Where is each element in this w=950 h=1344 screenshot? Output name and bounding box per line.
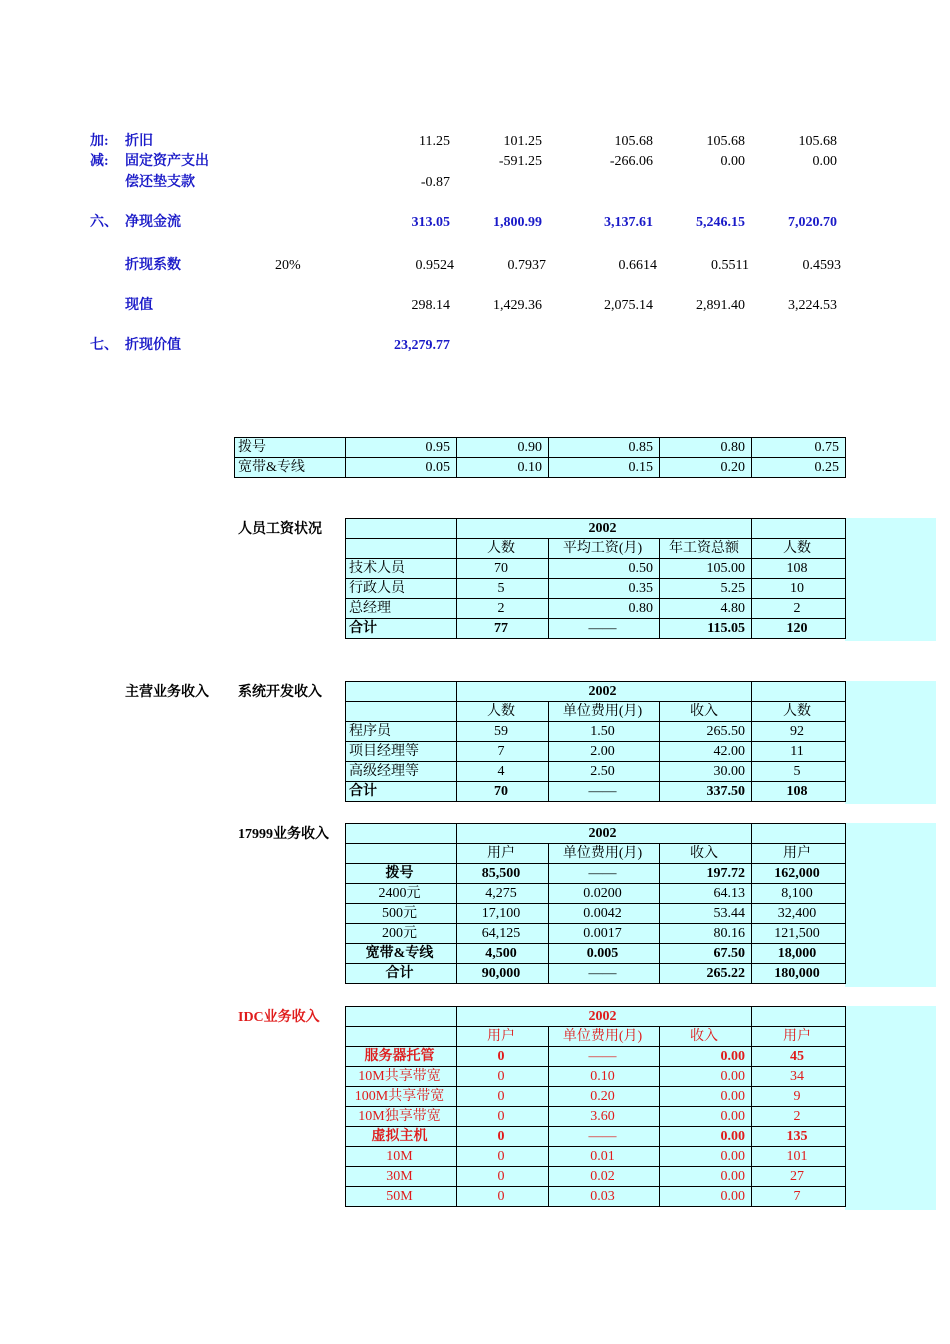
table-cell: 0.01	[549, 1147, 660, 1167]
table-cell: 8,100	[752, 884, 846, 904]
row-label: 服务器托管	[346, 1047, 457, 1067]
table-cell: 18,000	[752, 944, 846, 964]
net-cashflow-value: 313.05	[411, 215, 450, 230]
table-cell: 180,000	[752, 964, 846, 984]
staff-table-title: 人员工资状况	[238, 522, 322, 537]
idc-rows	[346, 1047, 846, 1207]
column-header: 单位费用(月)	[549, 1027, 660, 1047]
table-cell: 2	[752, 599, 846, 619]
side-fill	[845, 1006, 936, 1210]
table-cell: 0	[457, 1107, 549, 1127]
net-cashflow-value: 3,137.61	[604, 215, 653, 230]
depreciation-value: 105.68	[614, 134, 653, 149]
row-label: 500元	[346, 904, 457, 924]
table-cell: 0.25	[752, 458, 846, 478]
table-cell: 10	[752, 579, 846, 599]
table-cell: ——	[549, 864, 660, 884]
table-cell: 0.00	[660, 1067, 752, 1087]
table-row	[346, 579, 846, 599]
depreciation-value: 11.25	[419, 134, 450, 149]
table-cell: 0	[457, 1147, 549, 1167]
table-cell: 4.80	[660, 599, 752, 619]
table-row	[346, 762, 846, 782]
net-cashflow-value: 7,020.70	[788, 215, 837, 230]
idc-income-table	[345, 1006, 846, 1207]
side-fill	[845, 518, 936, 641]
table-cell: 0.00	[660, 1167, 752, 1187]
table-cell: 0.00	[660, 1047, 752, 1067]
table-cell: 30.00	[660, 762, 752, 782]
table-cell: 3.60	[549, 1107, 660, 1127]
table-cell: 0.0017	[549, 924, 660, 944]
table-row	[235, 438, 846, 458]
table-row	[346, 884, 846, 904]
table-cell: 0.0200	[549, 884, 660, 904]
total-row	[346, 619, 846, 639]
row-label: 技术人员	[346, 559, 457, 579]
discount-factor-label: 折现系数	[125, 258, 181, 273]
present-value: 298.14	[411, 298, 450, 313]
dev-table-title: 系统开发收入	[238, 685, 322, 700]
table-cell: 5	[752, 762, 846, 782]
present-value: 2,891.40	[696, 298, 745, 313]
present-value: 2,075.14	[604, 298, 653, 313]
row-label: 合计	[346, 964, 457, 984]
row-label: 200元	[346, 924, 457, 944]
table-cell: 27	[752, 1167, 846, 1187]
table-cell: 2	[752, 1107, 846, 1127]
table-cell: ——	[549, 619, 660, 639]
column-header: 收入	[660, 844, 752, 864]
table-cell: 0.20	[549, 1087, 660, 1107]
table-cell: 7	[752, 1187, 846, 1207]
table-cell: 0.75	[752, 438, 846, 458]
year-header: 2002	[457, 682, 752, 702]
table-cell: 0.85	[549, 438, 660, 458]
year-header: 2002	[457, 824, 752, 844]
column-header: 人数	[457, 539, 549, 559]
total-label: 合计	[346, 619, 457, 639]
table-cell: ——	[549, 964, 660, 984]
row-label: 10M独享带宽	[346, 1107, 457, 1127]
table-cell: 0	[457, 1087, 549, 1107]
table-row	[346, 599, 846, 619]
table-cell: 0.35	[549, 579, 660, 599]
table-cell: 135	[752, 1127, 846, 1147]
table-row	[346, 864, 846, 884]
column-header: 收入	[660, 1027, 752, 1047]
table-cell: 0.20	[660, 458, 752, 478]
table-cell: 0	[457, 1067, 549, 1087]
table-cell: 5	[457, 579, 549, 599]
table-cell: ——	[549, 1047, 660, 1067]
table-cell: 64.13	[660, 884, 752, 904]
capex-value: -266.06	[609, 154, 653, 169]
row-label: 10M共享带宽	[346, 1067, 457, 1087]
total-row	[346, 782, 846, 802]
capex-value: 0.00	[812, 154, 837, 169]
table-cell: 45	[752, 1047, 846, 1067]
table-cell: 77	[457, 619, 549, 639]
discount-factor-value: 0.9524	[415, 258, 454, 273]
table-cell: 197.72	[660, 864, 752, 884]
depreciation-label: 折旧	[125, 134, 153, 149]
column-header: 用户	[752, 1027, 846, 1047]
npv-label: 折现价值	[125, 338, 181, 353]
column-header: 单位费用(月)	[549, 844, 660, 864]
biz-rows	[346, 864, 846, 984]
table-cell: 64,125	[457, 924, 549, 944]
table-cell: 4,500	[457, 944, 549, 964]
table-cell: 0	[457, 1187, 549, 1207]
table-row	[346, 1127, 846, 1147]
column-header: 用户	[752, 844, 846, 864]
table-cell: 9	[752, 1087, 846, 1107]
npv-index: 七、	[90, 338, 118, 353]
main-income-title: 主营业务收入	[125, 685, 209, 700]
table-row	[346, 1187, 846, 1207]
column-header: 年工资总额	[660, 539, 752, 559]
column-header: 人数	[752, 539, 846, 559]
add-label: 加:	[90, 134, 109, 149]
year-header: 2002	[457, 1007, 752, 1027]
table-cell: 108	[752, 559, 846, 579]
table-cell: ——	[549, 782, 660, 802]
table-cell: 105.00	[660, 559, 752, 579]
table-cell: 42.00	[660, 742, 752, 762]
row-label: 2400元	[346, 884, 457, 904]
column-header: 收入	[660, 702, 752, 722]
table-row	[346, 1067, 846, 1087]
table-row	[346, 559, 846, 579]
repayment-value: -0.87	[420, 175, 450, 190]
discount-factor-value: 0.5511	[711, 258, 749, 273]
table-cell: 0.00	[660, 1147, 752, 1167]
table-cell: 92	[752, 722, 846, 742]
column-header: 人数	[457, 702, 549, 722]
table-row	[346, 924, 846, 944]
table-row	[346, 742, 846, 762]
row-label: 项目经理等	[346, 742, 457, 762]
table-cell: 0.00	[660, 1087, 752, 1107]
row-label: 拨号	[346, 864, 457, 884]
table-cell: 7	[457, 742, 549, 762]
net-cashflow-label: 净现金流	[125, 215, 181, 230]
row-label: 50M	[346, 1187, 457, 1207]
table-row	[346, 1087, 846, 1107]
table-cell: 11	[752, 742, 846, 762]
table-cell: 0.80	[549, 599, 660, 619]
subtract-label: 减:	[90, 154, 109, 169]
table-row	[346, 964, 846, 984]
discount-factor-value: 0.6614	[618, 258, 657, 273]
row-label: 10M	[346, 1147, 457, 1167]
table-row	[346, 1107, 846, 1127]
table-cell: 0.03	[549, 1187, 660, 1207]
row-label: 行政人员	[346, 579, 457, 599]
total-label: 合计	[346, 782, 457, 802]
table-row	[346, 722, 846, 742]
table-cell: 0.10	[549, 1067, 660, 1087]
table-cell: 0.005	[549, 944, 660, 964]
table-cell: 0.00	[660, 1187, 752, 1207]
row-label: 宽带&专线	[235, 458, 346, 478]
table-cell: 0	[457, 1127, 549, 1147]
table-cell: 34	[752, 1067, 846, 1087]
present-value: 3,224.53	[788, 298, 837, 313]
net-cashflow-index: 六、	[90, 215, 118, 230]
idc-table-title: IDC业务收入	[238, 1010, 320, 1025]
table-cell: 32,400	[752, 904, 846, 924]
column-header: 单位费用(月)	[549, 702, 660, 722]
table-cell: 70	[457, 559, 549, 579]
table-cell: 80.16	[660, 924, 752, 944]
table-cell: 108	[752, 782, 846, 802]
table-cell: 4,275	[457, 884, 549, 904]
ratio-table	[234, 437, 846, 478]
table-cell: 0.90	[457, 438, 549, 458]
table-cell: 0.10	[457, 458, 549, 478]
column-header: 用户	[457, 1027, 549, 1047]
table-cell: 53.44	[660, 904, 752, 924]
table-cell: 162,000	[752, 864, 846, 884]
table-cell: 0.02	[549, 1167, 660, 1187]
table-cell: 2.00	[549, 742, 660, 762]
table-row	[346, 1047, 846, 1067]
table-cell: 0	[457, 1167, 549, 1187]
net-cashflow-value: 5,246.15	[696, 215, 745, 230]
row-label: 程序员	[346, 722, 457, 742]
discount-factor-value: 0.7937	[507, 258, 546, 273]
table-cell: 2.50	[549, 762, 660, 782]
table-cell: 59	[457, 722, 549, 742]
table-row	[346, 944, 846, 964]
table-cell: 17,100	[457, 904, 549, 924]
depreciation-value: 105.68	[798, 134, 837, 149]
row-label: 总经理	[346, 599, 457, 619]
table-cell: 0.80	[660, 438, 752, 458]
table-cell: 0	[457, 1047, 549, 1067]
table-row	[346, 1167, 846, 1187]
column-header: 人数	[752, 702, 846, 722]
dev-income-table	[345, 681, 846, 802]
table-row	[235, 458, 846, 478]
table-cell: 115.05	[660, 619, 752, 639]
discount-rate: 20%	[275, 258, 301, 273]
depreciation-value: 105.68	[706, 134, 745, 149]
table-cell: 265.50	[660, 722, 752, 742]
table-cell: 101	[752, 1147, 846, 1167]
biz-table-title: 17999业务收入	[238, 827, 329, 842]
table-cell: 4	[457, 762, 549, 782]
net-cashflow-value: 1,800.99	[493, 215, 542, 230]
table-cell: 121,500	[752, 924, 846, 944]
table-cell: 90,000	[457, 964, 549, 984]
table-cell: 2	[457, 599, 549, 619]
capex-value: 0.00	[720, 154, 745, 169]
table-cell: 337.50	[660, 782, 752, 802]
column-header: 用户	[457, 844, 549, 864]
table-cell: 0.00	[660, 1127, 752, 1147]
side-fill	[845, 681, 936, 804]
column-header: 平均工资(月)	[549, 539, 660, 559]
present-value: 1,429.36	[493, 298, 542, 313]
depreciation-value: 101.25	[503, 134, 542, 149]
row-label: 拨号	[235, 438, 346, 458]
row-label: 高级经理等	[346, 762, 457, 782]
row-label: 虚拟主机	[346, 1127, 457, 1147]
table-cell: 0.50	[549, 559, 660, 579]
table-cell: 0.15	[549, 458, 660, 478]
row-label: 100M共享带宽	[346, 1087, 457, 1107]
capex-label: 固定资产支出	[125, 154, 209, 169]
table-cell: 120	[752, 619, 846, 639]
table-cell: 265.22	[660, 964, 752, 984]
table-cell: 85,500	[457, 864, 549, 884]
table-cell: 0.00	[660, 1107, 752, 1127]
row-label: 宽带&专线	[346, 944, 457, 964]
capex-value: -591.25	[498, 154, 542, 169]
table-cell: 5.25	[660, 579, 752, 599]
repayment-label: 偿还垫支款	[125, 175, 195, 190]
row-label: 30M	[346, 1167, 457, 1187]
biz-income-table	[345, 823, 846, 984]
npv-value: 23,279.77	[394, 338, 450, 353]
side-fill	[845, 823, 936, 987]
discount-factor-value: 0.4593	[802, 258, 841, 273]
table-cell: 0.95	[346, 438, 457, 458]
year-header: 2002	[457, 519, 752, 539]
staff-table	[345, 518, 846, 639]
present-value-label: 现值	[125, 298, 153, 313]
table-cell: 70	[457, 782, 549, 802]
table-cell: 0.0042	[549, 904, 660, 924]
table-cell: 1.50	[549, 722, 660, 742]
table-cell: 0.05	[346, 458, 457, 478]
table-cell: ——	[549, 1127, 660, 1147]
table-row	[346, 1147, 846, 1167]
table-row	[346, 904, 846, 924]
table-cell: 67.50	[660, 944, 752, 964]
